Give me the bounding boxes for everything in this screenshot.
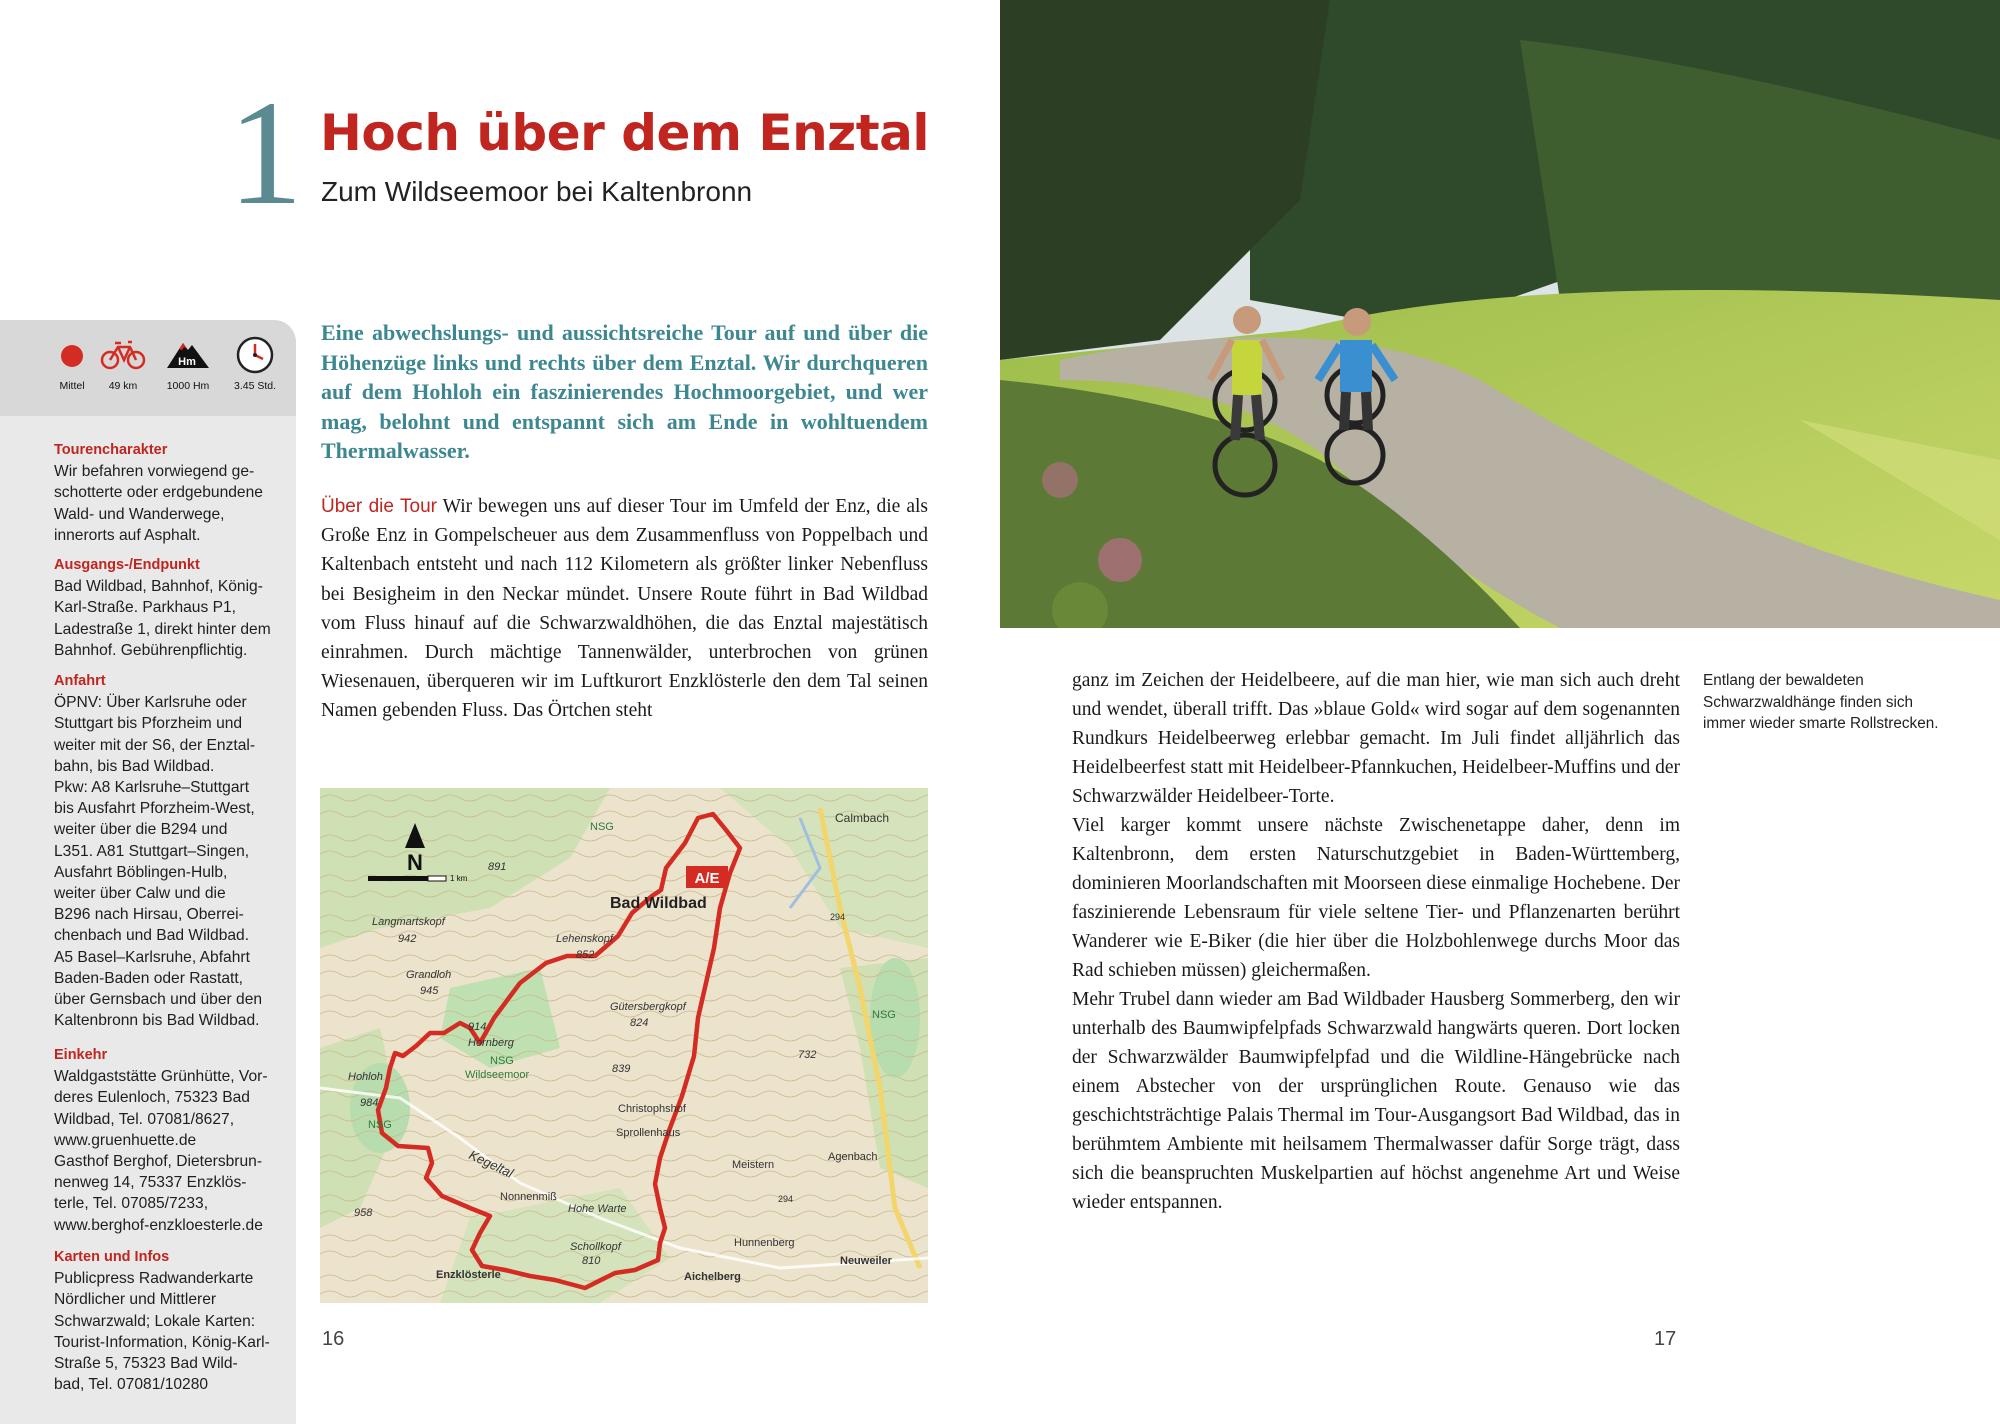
- info-text: Bad Wildbad, Bahnhof, König- Karl-Straße. Parkhaus P1, Ladestraße 1, direkt hinter dem Bahnhof. Gebührenpflichtig.: [54, 578, 271, 659]
- stat-label: Mittel: [59, 380, 85, 392]
- info-heading: Ausgangs-/Endpunkt: [54, 557, 200, 573]
- stat-elevation: [153, 334, 223, 392]
- chapter-subtitle: Zum Wildseemoor bei Kaltenbronn: [321, 176, 753, 207]
- map-label: 891: [488, 861, 507, 873]
- map-label: Wildseemoor: [465, 1069, 530, 1081]
- info-heading: Tourencharakter: [54, 442, 168, 458]
- map-label: NSG: [872, 1009, 896, 1021]
- north-arrow-label: N: [407, 850, 423, 875]
- route-map-graphic: [320, 788, 928, 1303]
- bicycle-icon: [98, 334, 148, 374]
- page-number-right: 17: [1654, 1328, 1677, 1350]
- map-label: 942: [398, 933, 417, 945]
- stat-duration: [220, 334, 290, 392]
- map-label: 824: [630, 1017, 649, 1029]
- map-label: Neuweiler: [840, 1255, 892, 1267]
- map-label: Gütersbergkopf: [610, 1001, 686, 1013]
- stat-label: 49 km: [108, 380, 138, 392]
- cyclists-photo: [1000, 0, 2000, 628]
- map-label: Hohe Warte: [568, 1203, 627, 1215]
- info-karten: [54, 1247, 290, 1395]
- map-label: Hohloh: [348, 1071, 383, 1083]
- chapter-title: Hoch über dem Enztal: [320, 104, 930, 162]
- info-tourencharakter: [54, 440, 290, 546]
- info-einkehr: [54, 1045, 290, 1236]
- body-text-left: [321, 492, 928, 726]
- map-label: 810: [582, 1255, 601, 1267]
- info-heading: Einkehr: [54, 1047, 108, 1063]
- map-label: 294: [778, 1194, 794, 1204]
- map-label: 732: [798, 1049, 817, 1061]
- map-label: Lehenskopf: [556, 933, 613, 945]
- map-label: Hunnenberg: [734, 1237, 795, 1249]
- difficulty-dot-icon: [52, 334, 92, 374]
- info-start-end: [54, 555, 290, 661]
- info-heading: Karten und Infos: [54, 1249, 170, 1265]
- map-label: Schollkopf: [570, 1241, 621, 1253]
- section-lead: Über die Tour: [321, 496, 437, 517]
- info-anfahrt: [54, 671, 290, 1031]
- map-label: Grandloh: [406, 969, 452, 981]
- map-label: Aichelberg: [684, 1271, 741, 1283]
- map-label: Enzklösterle: [436, 1269, 501, 1281]
- info-heading: Anfahrt: [54, 673, 106, 689]
- map-label: 958: [354, 1207, 373, 1219]
- map-label: 852: [576, 949, 595, 961]
- stat-label: 1000 Hm: [166, 380, 210, 392]
- map-label: Christophshof: [618, 1103, 686, 1115]
- photo-caption: Entlang der bewaldeten Schwarzwaldhänge finden sich immer wieder smarte Rollstrecken.: [1703, 672, 1939, 732]
- map-label: 984: [360, 1097, 379, 1109]
- map-label: Nonnenmiß: [500, 1191, 557, 1203]
- body-paragraph: Mehr Trubel dann wieder am Bad Wildbader Hausberg Sommerberg, den wir unterhalb des Baumwipfelpfads Schwarzwald hangwärts queren. Dort locken der Schwarzwälder Baumwipfelpfad und die Wildline-Hängebrücke nach einem Abstecher von der ursprünglichen Route. Genauso wie das geschichtsträchtige Palais Thermal im Tour-Ausgangsort Bad Wildbad, das in berühmtem Ambiente mit heilsamem Thermalwasser dafür Sorge trägt, dass sich die beanspruchten Muskelpartien auf höchst angenehme Art und Weise wieder entspannen.: [1072, 989, 1680, 1213]
- cyclists-photo-graphic: [1000, 0, 2000, 628]
- map-label: Langmartskopf: [372, 916, 445, 928]
- map-label: NSG: [368, 1119, 392, 1131]
- map-label: Agenbach: [828, 1151, 878, 1163]
- body-text-right: [1072, 666, 1680, 1217]
- stat-distance: [88, 334, 158, 392]
- route-map: [320, 788, 928, 1303]
- tour-stats-bar: [0, 320, 296, 416]
- map-scale: 1 km: [450, 874, 468, 883]
- body-paragraph: Wir bewegen uns auf dieser Tour im Umfeld der Enz, die als Große Enz in Gompelscheuer aus dem Zusammenfluss von Poppelbach und Kaltenbach entsteht und nach 112 Kilometern als größter linker Nebenfluss bei Besigheim in den Neckar mündet. Unsere Route führt in Bad Wildbad vom Fluss hinauf auf die Schwarzwaldhöhen, die das Enztal majestätisch einrahmen. Durch mächtige Tannenwälder, unterbrochen von grünen Wiesenauen, überqueren wir im Luftkurort Enzklösterle den dem Tal seinen Namen gebenden Fluss. Das Örtchen steht: [321, 496, 928, 722]
- map-label: Hornberg: [468, 1037, 514, 1049]
- map-label: Sprollenhaus: [616, 1127, 681, 1139]
- map-label: Calmbach: [835, 811, 890, 825]
- map-label: 839: [612, 1063, 631, 1075]
- elevation-icon: [163, 334, 213, 374]
- elevation-icon-text: Hm: [178, 356, 196, 368]
- intro-paragraph: Eine abwechslungs- und aussichtsreiche Tour auf und über die Höhenzüge links und rechts über dem Enztal. Wir durchqueren auf dem Hohloh ein faszinierendes Hochmoorgebiet, und wer mag, belohnt und entspannt sich am Ende in wohltuendem Thermalwasser.: [321, 320, 928, 463]
- map-label: NSG: [590, 821, 614, 833]
- map-label: 294: [830, 912, 846, 922]
- map-label: Bad Wildbad: [610, 895, 707, 912]
- clock-icon: [233, 334, 277, 374]
- info-text: ÖPNV: Über Karlsruhe oder Stuttgart bis Pforzheim und weiter mit der S6, der Enztal- bahn, bis Bad Wildbad. Pkw: A8 Karlsruhe–Stuttgart bis Ausfahrt Pforzheim-West, weiter über die B294 und L351. A81 Stuttgart–Singen, Ausfahrt Böblingen-Hulb, weiter über Calw und die B296 nach Hirsau, Oberrei- chenbach und Bad Wildbad. A5 Basel–Karlsruhe, Abfahrt Baden-Baden oder Rastatt, über Gernsbach und über den Kaltenbronn bis Bad Wildbad.: [54, 694, 263, 1030]
- start-end-badge: A/E: [694, 870, 720, 887]
- page-number-left: 16: [322, 1328, 345, 1350]
- map-label: NSG: [490, 1055, 514, 1067]
- map-label: 914: [468, 1021, 487, 1033]
- map-label: Kegeltal: [466, 1147, 516, 1181]
- map-label: Meistern: [732, 1159, 775, 1171]
- info-text: Wir befahren vorwiegend ge- schotterte oder erdgebundene Wald- und Wanderwege, innerorts auf Asphalt.: [54, 463, 263, 544]
- map-label: 945: [420, 985, 439, 997]
- body-paragraph: Viel karger kommt unsere nächste Zwischenetappe daher, denn im Kaltenbronn, dem ersten Naturschutzgebiet in Baden-Württemberg, dominieren Moorlandschaften mit Moorseen diese einmalige Hochebene. Der faszinierende Lebensraum für viele seltene Tier- und Pflanzenarten berührt Wanderer wie E-Biker (die hier über die Holzbohlenwege durchs Moor das Rad schieben müssen) gleichermaßen.: [1072, 815, 1680, 981]
- chapter-number: 1: [228, 70, 303, 236]
- info-text: Publicpress Radwanderkarte Nördlicher und Mittlerer Schwarzwald; Lokale Karten: Tourist-Information, König-Karl- Straße 5, 75323 Bad Wild- bad, Tel. 07081/10280: [54, 1270, 270, 1394]
- info-text: Waldgaststätte Grünhütte, Vor- deres Eulenloch, 75323 Bad Wildbad, Tel. 07081/8627, www.gruenhuette.de Gasthof Berghof, Dietersbrun- nenweg 14, 75337 Enzklös- terle, Tel. 07085/7233, www.berghof-enzkloesterle.de: [54, 1068, 268, 1234]
- body-paragraph: ganz im Zeichen der Heidelbeere, auf die man hier, wie man sich auch dreht und wendet, überall trifft. Das »blaue Gold« wird sogar auf dem sogenannten Rundkurs Heidelbeerweg erlebbar gemacht. Im Juli findet alljährlich das Heidelbeerfest statt mit Heidelbeer-Pfannkuchen, Heidelbeer-Muffins und der Schwarzwälder Heidelbeer-Torte.: [1072, 670, 1681, 807]
- stat-label: 3.45 Std.: [233, 380, 277, 392]
